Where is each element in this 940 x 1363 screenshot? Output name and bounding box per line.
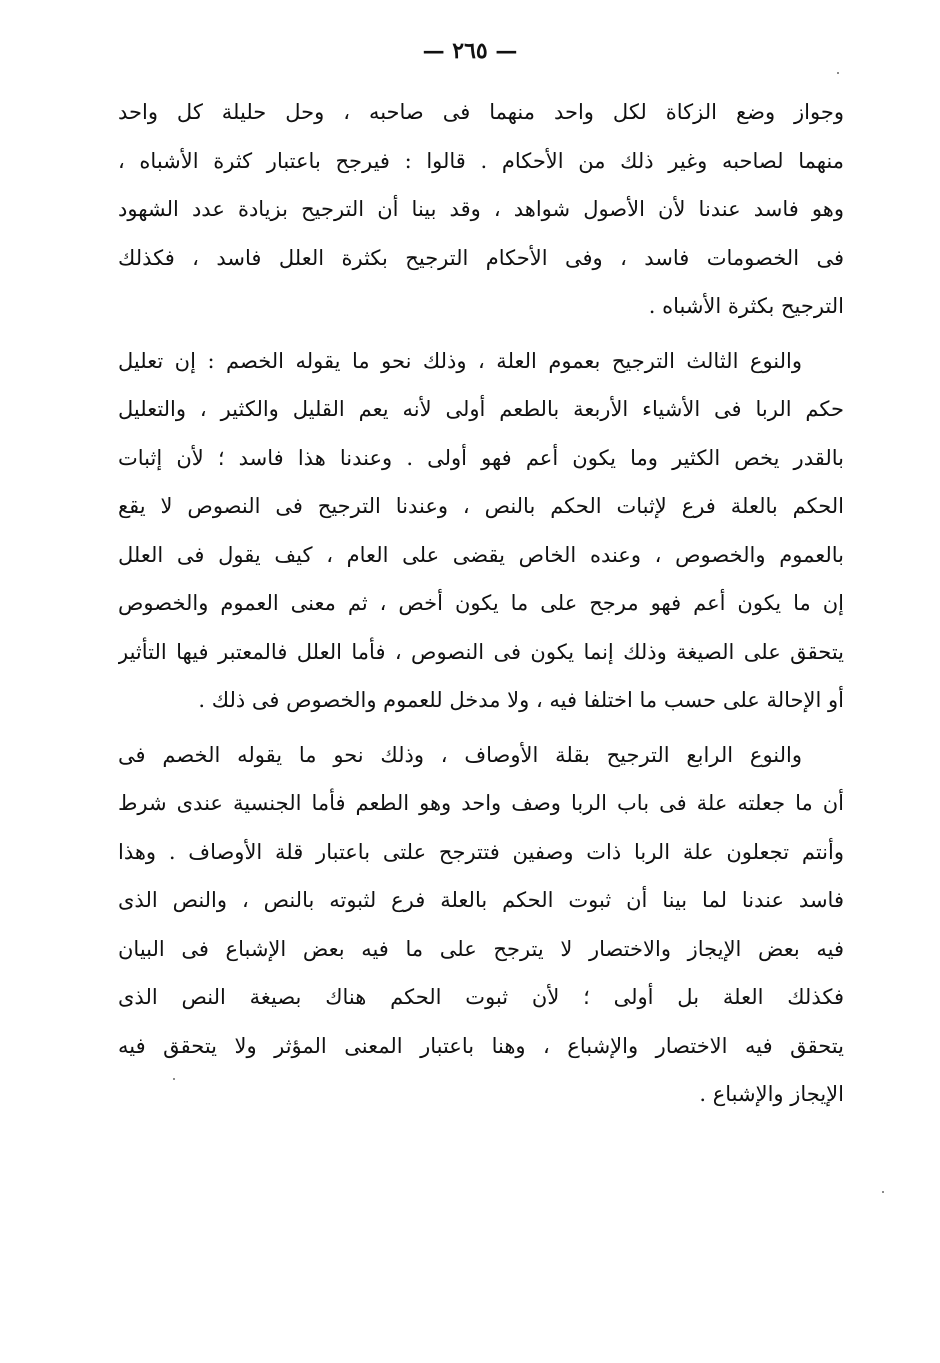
text-line: وأنتم تجعلون علة الربا ذات وصفين فتترجح علتى باعتبار قلة الأوصاف . وهذا xyxy=(118,839,844,864)
text-line: يتحقق على الصيغة وذلك إنما يكون فى النصوص ، فأما العلل فالمعتبر فيها التأثير xyxy=(118,639,844,664)
text-line: الترجيح بكثرة الأشباه . xyxy=(648,294,844,318)
text-line: فى الخصومات فاسد ، وفى الأحكام الترجيح بكثرة العلل فاسد ، فكذلك xyxy=(118,245,844,270)
text-line: الحكم بالعلة فرع لإثبات الحكم بالنص ، وعندنا الترجيح فى النصوص لا يقع xyxy=(118,494,844,518)
text-line: الإيجاز والإشباع . xyxy=(699,1082,844,1106)
text-line: يتحقق فيه الاختصار والإشباع ، وهنا باعتبار المعنى المؤثر ولا يتحقق فيه xyxy=(118,1033,844,1058)
text-line: حكم الربا فى الأشياء الأربعة بالطعم أولى لأنه يعم القليل والكثير ، والتعليل xyxy=(118,397,844,421)
text-line: منهما لصاحبه وغير ذلك من الأحكام . قالوا : فيرجح باعتبار كثرة الأشباه ، xyxy=(118,148,844,173)
paragraph xyxy=(118,88,844,331)
text-line: بالقدر يخص الكثير وما يكون أعم فهو أولى . وعندنا هذا فاسد ؛ لأن إثبات xyxy=(118,445,844,470)
text-line: وجواز وضع الزكاة لكل واحد منهما فى صاحبه ، وحل حليلة كل واحد xyxy=(118,100,844,124)
body-text xyxy=(118,88,844,1119)
text-line: فاسد عندنا لما بينا أن ثبوت الحكم بالعلة فرع لثبوته بالنص ، والنص الذى xyxy=(118,888,844,912)
text-line: إن ما يكون أعم فهو مرجح على ما يكون أخص ، ثم معنى العموم والخصوص xyxy=(118,591,844,615)
page-number: — ٢٦٥ — xyxy=(422,38,518,64)
text-line: فيه بعض الإيجاز والاختصار لا يترجح على ما فيه بعض الإشباع فى البيان xyxy=(118,936,844,961)
text-line: بالعموم والخصوص ، وعنده الخاص يقضى على العام ، كيف يقول فى العلل xyxy=(118,542,844,567)
text-line: وهو فاسد عندنا لأن الأصول شواهد ، وقد بينا أن الترجيح بزيادة عدد الشهود xyxy=(118,197,844,221)
text-line: أو الإحالة على حسب ما اختلفا فيه ، ولا مدخل للعموم والخصوص فى ذلك . xyxy=(198,688,844,712)
text-line: والنوع الثالث الترجيح بعموم العلة ، وذلك نحو ما يقوله الخصم : إن تعليل xyxy=(118,348,802,373)
scan-speck xyxy=(837,72,839,74)
paragraph xyxy=(118,337,844,725)
text-line: فكذلك العلة بل أولى ؛ لأن ثبوت الحكم هناك بصيغة النص الذى xyxy=(118,985,844,1009)
text-line: والنوع الرابع الترجيح بقلة الأوصاف ، وذلك نحو ما يقوله الخصم فى xyxy=(118,742,802,767)
text-line: أن ما جعلته علة فى باب الربا وصف واحد وهو الطعم فأما الجنسية عندى شرط xyxy=(118,791,844,815)
scan-speck xyxy=(173,1078,175,1080)
paragraph xyxy=(118,731,844,1119)
scan-speck xyxy=(882,1191,884,1193)
